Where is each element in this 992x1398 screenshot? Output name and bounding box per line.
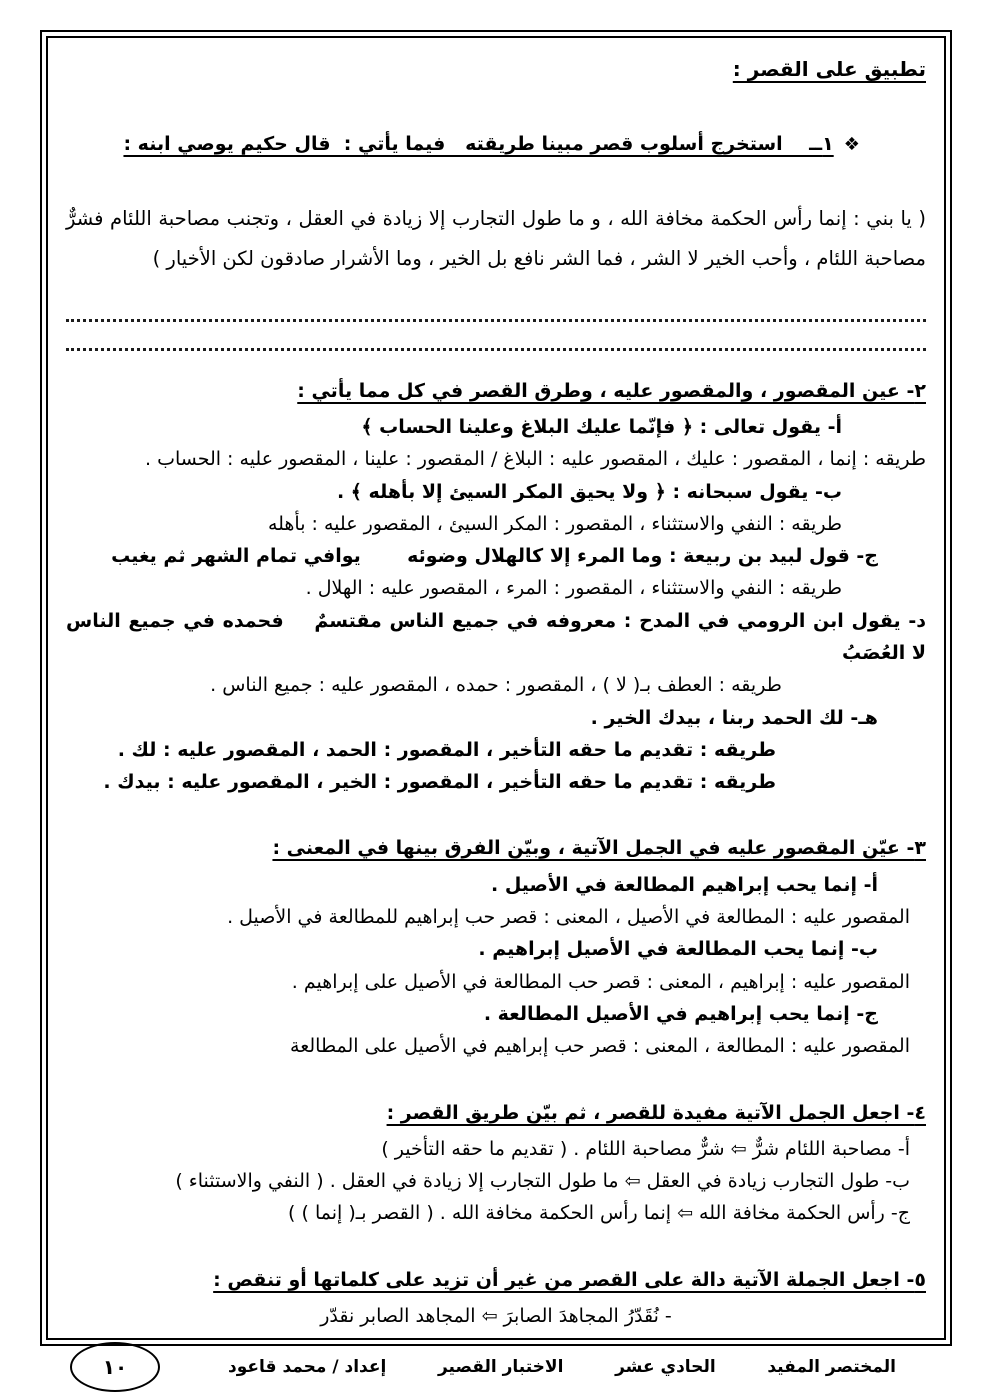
q5-sentence: - نُقَدّرُ المجاهدَ الصابرَ ⇦ المجاهد الصابر نقدّر <box>320 1305 672 1328</box>
footer-grade: الحادي عشر <box>615 1357 716 1378</box>
answer-dotted-line-2 <box>66 322 926 351</box>
q2-item-e-prompt: هـ- لك الحمد ربنا ، بيدك الخير . <box>590 706 878 729</box>
footer-exam-type: الاختبار القصير <box>437 1357 564 1378</box>
q5-heading: ٥- اجعل الجملة الآتية دالة على القصر من غير أن تزيد على كلماتها أو تنقص : <box>213 1268 926 1291</box>
footer-items <box>172 1357 922 1377</box>
q4-item-b: ب- طول التجارب زيادة في العقل ⇦ ما طول التجارب إلا زيادة في العقل . ( النفي والاستثناء ) <box>175 1170 910 1193</box>
page-footer <box>66 1332 926 1398</box>
q3-item-c-answer: المقصور عليه : المطالعة ، المعنى : قصر حب إبراهيم في الأصيل على المطالعة <box>290 1035 910 1058</box>
q2-item-b-prompt: ب- يقول سبحانه : ﴿ ولا يحيق المكر السيئ إلا بأهله ﴾ . <box>336 480 842 503</box>
worksheet-content <box>59 50 926 1332</box>
q2-item-c-prompt: ج- قول لبيد بن ربيعة : وما المرء إلا كالهلال وضوئه يوافي تمام الشهر ثم يغيب <box>111 545 878 568</box>
q3-item-a-prompt: أ- إنما يحب إبراهيم المطالعة في الأصيل . <box>491 873 878 896</box>
q4-heading: ٤- اجعل الجمل الآتية مفيدة للقصر ، ثم بيّن طريق القصر : <box>386 1101 926 1124</box>
answer-dotted-line-1 <box>66 299 926 322</box>
q3-item-b-answer: المقصور عليه : إبراهيم ، المعنى : قصر حب المطالعة في الأصيل على إبراهيم . <box>291 970 910 993</box>
q1-heading-line <box>66 96 926 193</box>
q2-item-c-answer: طريقه : النفي والاستثناء ، المقصور : المرء ، المقصور عليه : الهلال . <box>305 577 842 600</box>
q2-heading: ٢- عين المقصور ، والمقصور عليه ، وطرق القصر في كل مما يأتي : <box>297 379 926 402</box>
q2-item-a-prompt: أ- يقول تعالى : ﴿ فإنّما عليك البلاغ وعلينا الحساب ﴾ <box>361 415 842 438</box>
q3-item-b-prompt: ب- إنما يحب المطالعة في الأصيل إبراهيم . <box>478 938 878 961</box>
q2-item-e-answer-2: طريقه : تقديم ما حقه التأخير ، المقصور : الخير ، المقصور عليه : بيدك . <box>103 771 776 794</box>
q3-heading: ٣- عيّن المقصور عليه في الجمل الآتية ، وبيّن الفرق بينها في المعنى : <box>272 837 926 860</box>
page-title: تطبيق على القصر : <box>732 57 926 81</box>
diamond-bullet-icon: ❖ <box>843 134 860 156</box>
q4-item-a: أ- مصاحبة اللئام شرٌّ ⇦ شرٌّ مصاحبة اللئام . ( تقديم ما حقه التأخير ) <box>381 1137 910 1160</box>
page-number-badge <box>70 1342 160 1392</box>
q4-item-c: ج- رأس الحكمة مخافة الله ⇦ إنما رأس الحكمة مخافة الله . ( القصر بـ( إنما ) ) <box>288 1202 910 1225</box>
footer-author: إعداد / محمد قاعود <box>228 1357 387 1378</box>
q2-item-d-prompt: د- يقول ابن الرومي في المدح : معروفه في جميع الناس مقتسمٌ فحمده في جميع الناس لا العُصَبُ <box>59 609 926 664</box>
q3-item-c-prompt: ج- إنما يحب إبراهيم في الأصيل المطالعة . <box>483 1002 878 1025</box>
q2-item-a-answer: طريقه : إنما ، المقصور : عليك ، المقصور عليه : البلاغ / المقصور : علينا ، المقصور عليه : الحساب . <box>144 448 926 471</box>
outer-border-frame <box>40 30 952 1380</box>
q3-item-a-answer: المقصور عليه : المطالعة في الأصيل ، المعنى : قصر حب إبراهيم للمطالعة في الأصيل . <box>227 906 910 929</box>
q1-heading-text: ١ــ استخرج أسلوب قصر مبينا طريقته فيما يأتي : قال حكيم يوصي ابنه : <box>123 133 834 156</box>
inner-border-frame <box>46 36 946 1380</box>
page-number: ١٠ <box>102 1355 128 1380</box>
q2-item-d-answer: طريقه : العطف بـ( لا ) ، المقصور : حمده ، المقصور عليه : جميع الناس . <box>210 674 782 697</box>
q2-item-b-answer: طريقه : النفي والاستثناء ، المقصور : المكر السيئ ، المقصور عليه : بأهله <box>267 512 842 535</box>
q2-item-e-answer-1: طريقه : تقديم ما حقه التأخير ، المقصور : الحمد ، المقصور عليه : لك . <box>117 738 776 761</box>
q1-passage: ( يا بني : إنما رأس الحكمة مخافة الله ، و ما طول التجارب إلا زيادة في العقل ، وتجنب مصاحبة اللئام فشرٌّ مصاحبة اللئام ، وأحب الخير لا الشر ، فما الشر نافع بل الخير ، وما الأشرار صادقون لكن الأخيار ) <box>66 207 926 271</box>
footer-book-title: المختصر المفيد <box>767 1357 896 1378</box>
